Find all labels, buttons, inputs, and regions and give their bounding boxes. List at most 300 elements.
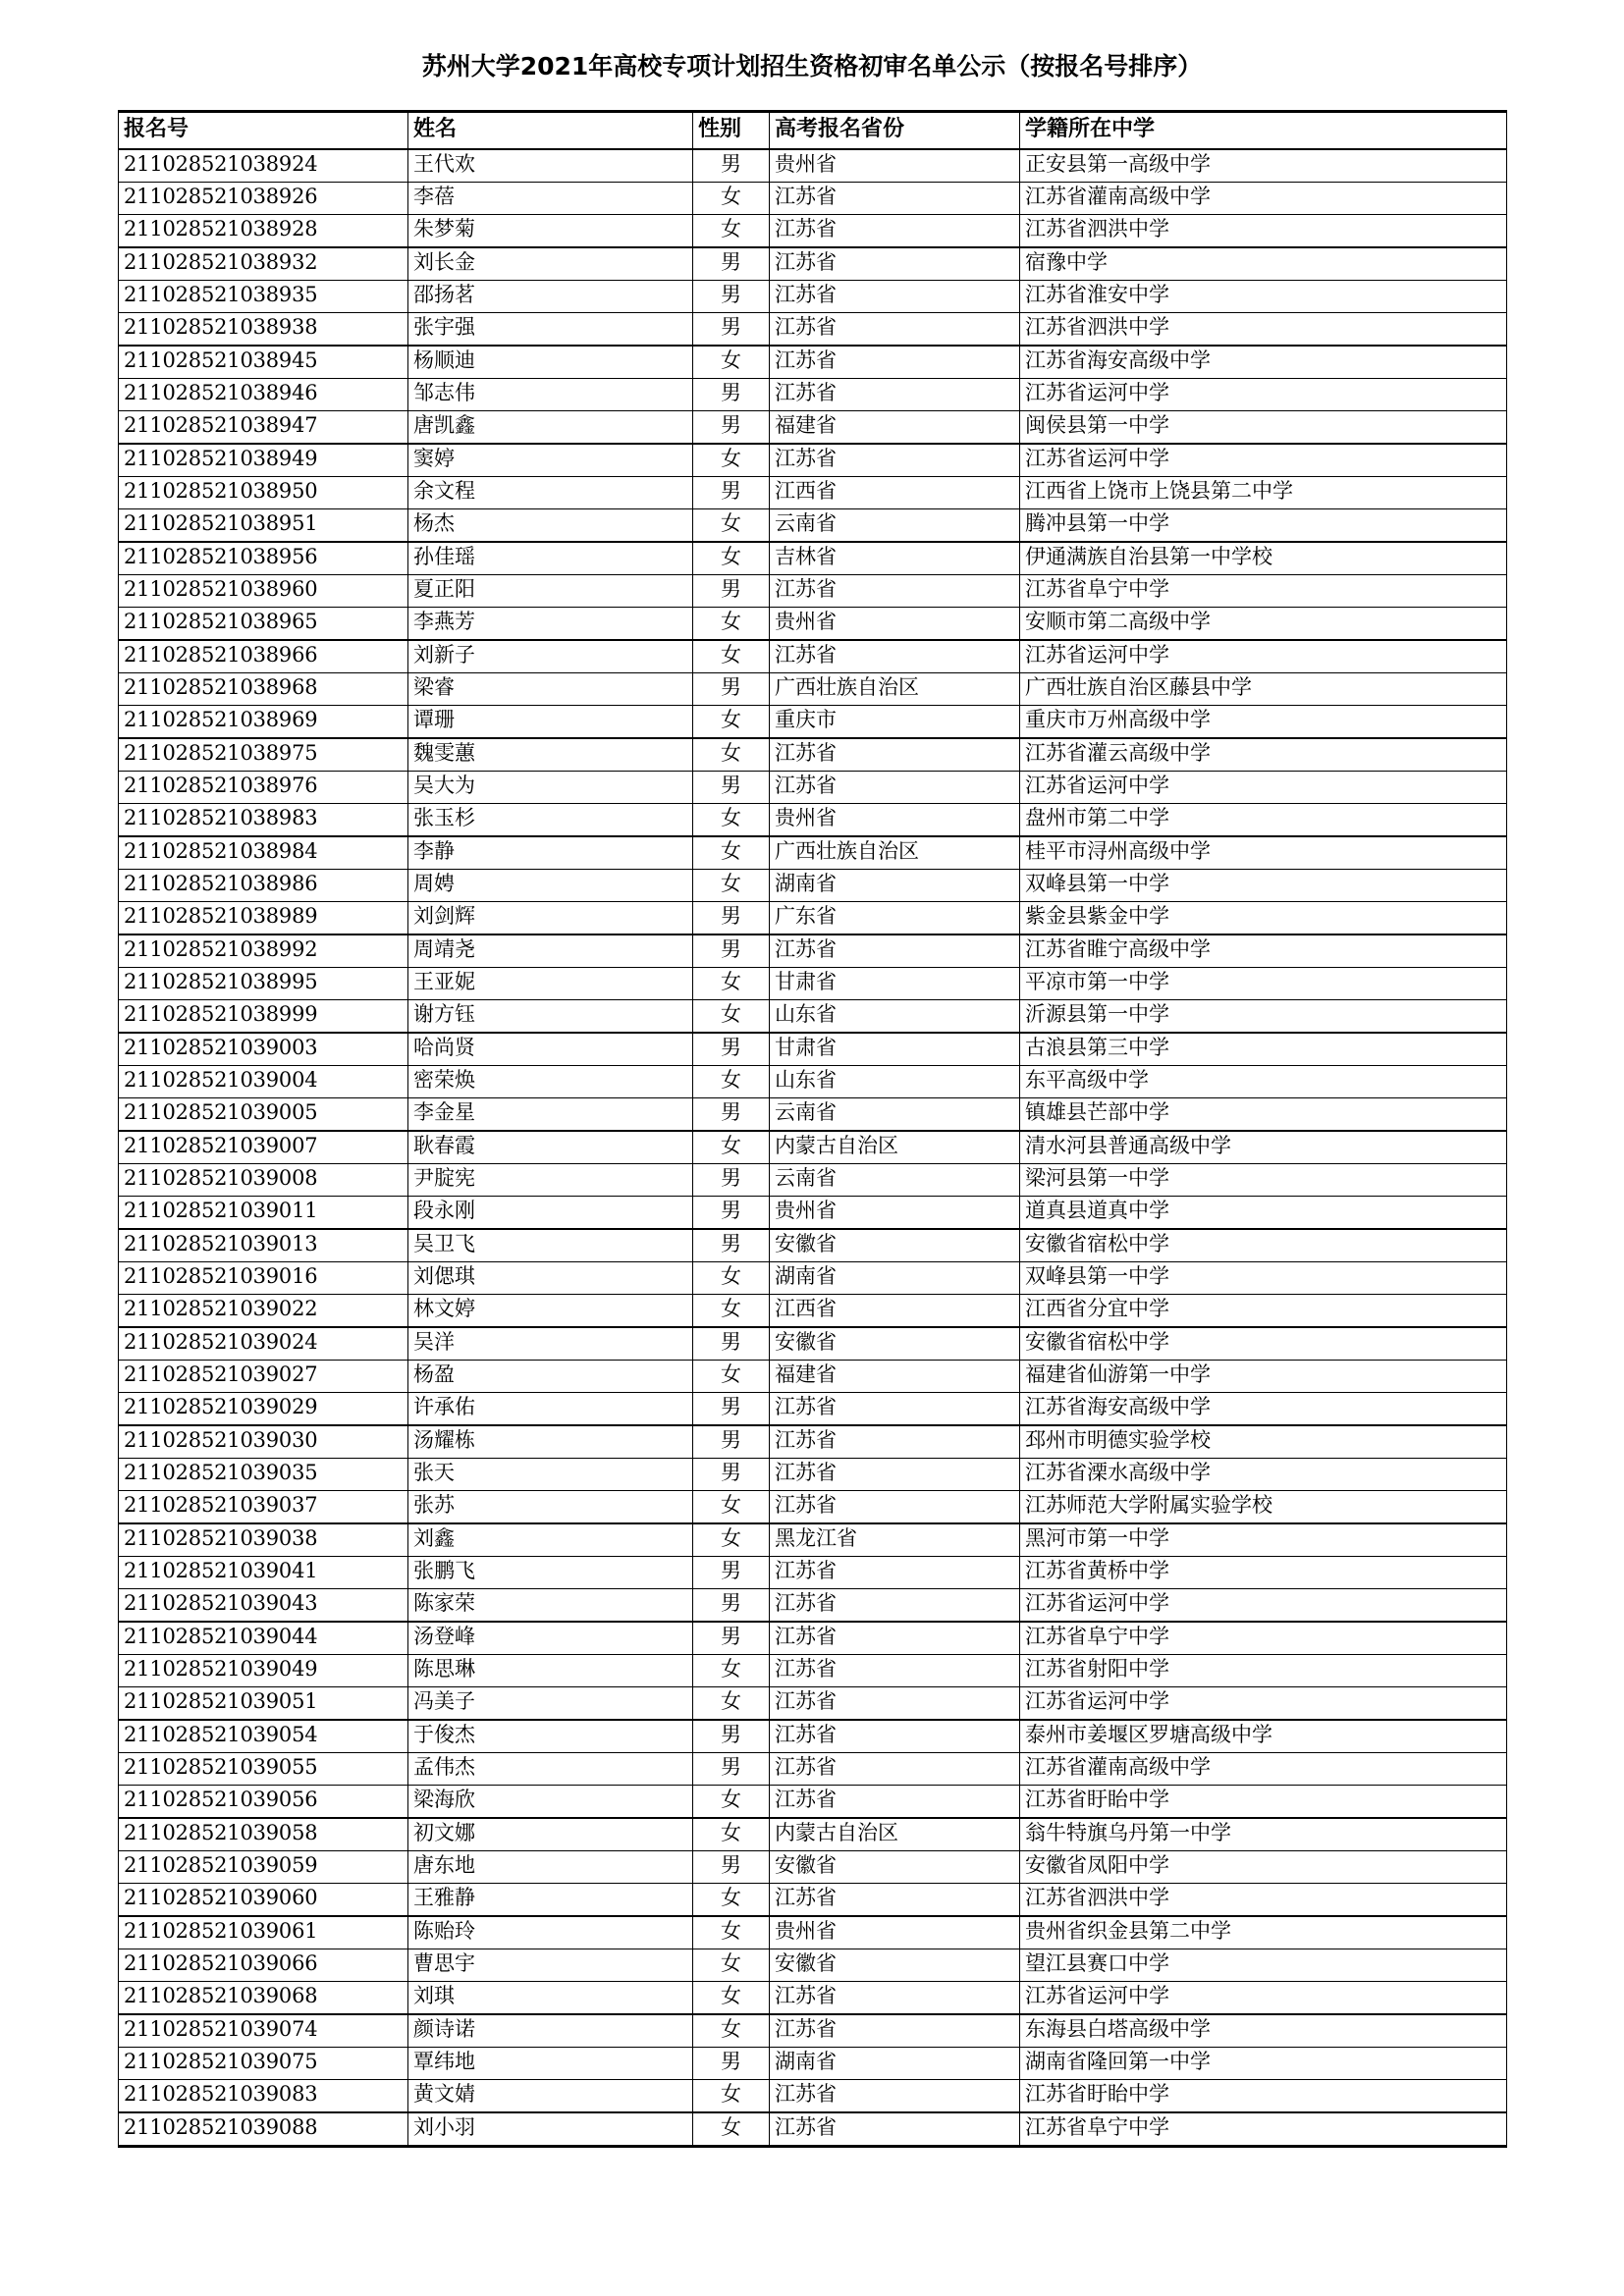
cell-province: 云南省: [770, 1163, 1020, 1196]
cell-gender: 男: [693, 1425, 770, 1459]
cell-province: 广西壮族自治区: [770, 836, 1020, 870]
cell-gender: 女: [693, 1294, 770, 1327]
cell-name: 张鹏飞: [408, 1556, 693, 1588]
cell-province: 内蒙古自治区: [770, 1818, 1020, 1851]
cell-province: 贵州省: [770, 1196, 1020, 1229]
table-row: [119, 1327, 1507, 1361]
cell-province: 福建省: [770, 410, 1020, 444]
cell-name: 朱梦菊: [408, 214, 693, 247]
cell-school: 江苏省淮安中学: [1020, 280, 1507, 312]
cell-gender: 女: [693, 607, 770, 640]
cell-gender: 女: [693, 1883, 770, 1916]
table-row: [119, 640, 1507, 673]
cell-gender: 男: [693, 1097, 770, 1131]
cell-province: 江苏省: [770, 346, 1020, 379]
cell-registration-number: 211028521038947: [119, 410, 408, 444]
cell-registration-number: 211028521038960: [119, 574, 408, 607]
cell-registration-number: 211028521038976: [119, 771, 408, 803]
table-row: [119, 1654, 1507, 1686]
cell-school: 安徽省凤阳中学: [1020, 1850, 1507, 1883]
cell-gender: 女: [693, 836, 770, 870]
cell-registration-number: 211028521039024: [119, 1327, 408, 1361]
cell-school: 江苏省运河中学: [1020, 1588, 1507, 1622]
cell-gender: 男: [693, 1229, 770, 1262]
table-row: [119, 1097, 1507, 1131]
cell-name: 王亚妮: [408, 967, 693, 999]
cell-registration-number: 211028521039003: [119, 1033, 408, 1066]
cell-province: 福建省: [770, 1360, 1020, 1392]
cell-name: 周娉: [408, 869, 693, 901]
cell-name: 刘剑辉: [408, 901, 693, 934]
cell-registration-number: 211028521038946: [119, 378, 408, 410]
cell-registration-number: 211028521038935: [119, 280, 408, 312]
cell-province: 江苏省: [770, 280, 1020, 312]
cell-gender: 女: [693, 640, 770, 673]
cell-registration-number: 211028521039035: [119, 1458, 408, 1490]
cell-province: 江苏省: [770, 1785, 1020, 1818]
cell-province: 江苏省: [770, 2014, 1020, 2048]
cell-gender: 男: [693, 1033, 770, 1066]
cell-province: 江苏省: [770, 1686, 1020, 1720]
cell-province: 江苏省: [770, 247, 1020, 281]
table-row: [119, 1785, 1507, 1818]
cell-school: 腾冲县第一中学: [1020, 508, 1507, 542]
cell-name: 魏雯蕙: [408, 738, 693, 772]
cell-province: 湖南省: [770, 1261, 1020, 1294]
table-row: [119, 1490, 1507, 1523]
cell-province: 江苏省: [770, 1622, 1020, 1655]
cell-registration-number: 211028521038924: [119, 149, 408, 183]
cell-gender: 男: [693, 1850, 770, 1883]
cell-school: 江苏师范大学附属实验学校: [1020, 1490, 1507, 1523]
cell-registration-number: 211028521038992: [119, 934, 408, 968]
table-row: [119, 934, 1507, 968]
table-row: [119, 1850, 1507, 1883]
cell-province: 江苏省: [770, 2112, 1020, 2147]
cell-province: 江苏省: [770, 1752, 1020, 1785]
cell-school: 江苏省射阳中学: [1020, 1654, 1507, 1686]
roster-table-container: [0, 110, 1624, 2148]
cell-registration-number: 211028521039051: [119, 1686, 408, 1720]
cell-gender: 女: [693, 1065, 770, 1097]
cell-name: 余文程: [408, 476, 693, 508]
column-header-name: 姓名: [408, 111, 693, 149]
cell-registration-number: 211028521039088: [119, 2112, 408, 2147]
cell-registration-number: 211028521038950: [119, 476, 408, 508]
cell-gender: 女: [693, 214, 770, 247]
cell-name: 汤耀栋: [408, 1425, 693, 1459]
cell-province: 江西省: [770, 476, 1020, 508]
table-row: [119, 1261, 1507, 1294]
cell-school: 江苏省泗洪中学: [1020, 214, 1507, 247]
cell-registration-number: 211028521039061: [119, 1916, 408, 1949]
cell-province: 湖南省: [770, 869, 1020, 901]
cell-registration-number: 211028521038928: [119, 214, 408, 247]
table-row: [119, 444, 1507, 477]
cell-name: 张宇强: [408, 312, 693, 346]
cell-province: 贵州省: [770, 149, 1020, 183]
cell-province: 江苏省: [770, 1883, 1020, 1916]
cell-registration-number: 211028521039013: [119, 1229, 408, 1262]
table-row: [119, 869, 1507, 901]
cell-province: 广西壮族自治区: [770, 672, 1020, 705]
cell-school: 道真县道真中学: [1020, 1196, 1507, 1229]
cell-name: 尹腚宪: [408, 1163, 693, 1196]
cell-name: 李蓓: [408, 182, 693, 214]
cell-province: 江苏省: [770, 1425, 1020, 1459]
cell-province: 广东省: [770, 901, 1020, 934]
cell-province: 江苏省: [770, 182, 1020, 214]
table-row: [119, 836, 1507, 870]
cell-gender: 女: [693, 508, 770, 542]
table-row: [119, 1229, 1507, 1262]
cell-name: 谢方钰: [408, 999, 693, 1033]
cell-gender: 女: [693, 2014, 770, 2048]
table-row: [119, 214, 1507, 247]
cell-gender: 男: [693, 1163, 770, 1196]
cell-name: 颜诗诺: [408, 2014, 693, 2048]
cell-school: 江苏省海安高级中学: [1020, 1392, 1507, 1425]
cell-name: 陈家荣: [408, 1588, 693, 1622]
cell-school: 江苏省海安高级中学: [1020, 346, 1507, 379]
cell-gender: 男: [693, 476, 770, 508]
cell-registration-number: 211028521038945: [119, 346, 408, 379]
cell-province: 湖南省: [770, 2047, 1020, 2079]
table-row: [119, 1458, 1507, 1490]
cell-name: 陈思琳: [408, 1654, 693, 1686]
cell-school: 安徽省宿松中学: [1020, 1229, 1507, 1262]
cell-gender: 女: [693, 444, 770, 477]
cell-school: 江苏省运河中学: [1020, 771, 1507, 803]
cell-registration-number: 211028521039068: [119, 1981, 408, 2014]
table-header: [119, 111, 1507, 149]
cell-school: 古浪县第三中学: [1020, 1033, 1507, 1066]
cell-gender: 女: [693, 1490, 770, 1523]
cell-province: 江苏省: [770, 1556, 1020, 1588]
cell-gender: 男: [693, 574, 770, 607]
table-row: [119, 1131, 1507, 1164]
cell-school: 江苏省泗洪中学: [1020, 1883, 1507, 1916]
table-row: [119, 1818, 1507, 1851]
cell-gender: 女: [693, 803, 770, 836]
cell-registration-number: 211028521038986: [119, 869, 408, 901]
cell-province: 江苏省: [770, 1720, 1020, 1753]
cell-gender: 男: [693, 149, 770, 183]
table-row: [119, 672, 1507, 705]
table-row: [119, 1883, 1507, 1916]
cell-gender: 男: [693, 280, 770, 312]
table-row: [119, 2014, 1507, 2048]
cell-gender: 女: [693, 1949, 770, 1981]
page-title: 苏州大学2021年高校专项计划招生资格初审名单公示（按报名号排序）: [421, 52, 1203, 80]
cell-school: 双峰县第一中学: [1020, 1261, 1507, 1294]
cell-name: 汤登峰: [408, 1622, 693, 1655]
cell-registration-number: 211028521039043: [119, 1588, 408, 1622]
column-header-gender: 性别: [693, 111, 770, 149]
cell-registration-number: 211028521039083: [119, 2079, 408, 2112]
cell-name: 唐凯鑫: [408, 410, 693, 444]
cell-province: 贵州省: [770, 1916, 1020, 1949]
table-row: [119, 1720, 1507, 1753]
cell-name: 冯美子: [408, 1686, 693, 1720]
cell-school: 江苏省灌云高级中学: [1020, 738, 1507, 772]
cell-name: 吴卫飞: [408, 1229, 693, 1262]
cell-registration-number: 211028521039055: [119, 1752, 408, 1785]
table-row: [119, 1392, 1507, 1425]
cell-name: 许承佑: [408, 1392, 693, 1425]
cell-province: 江苏省: [770, 312, 1020, 346]
cell-name: 李燕芳: [408, 607, 693, 640]
cell-registration-number: 211028521038926: [119, 182, 408, 214]
cell-registration-number: 211028521038938: [119, 312, 408, 346]
cell-province: 甘肃省: [770, 967, 1020, 999]
cell-name: 曹思宇: [408, 1949, 693, 1981]
cell-school: 江苏省灌南高级中学: [1020, 1752, 1507, 1785]
cell-name: 黄文婧: [408, 2079, 693, 2112]
cell-school: 江苏省黄桥中学: [1020, 1556, 1507, 1588]
cell-name: 刘鑫: [408, 1523, 693, 1557]
cell-province: 云南省: [770, 1097, 1020, 1131]
table-row: [119, 1949, 1507, 1981]
cell-name: 初文娜: [408, 1818, 693, 1851]
cell-gender: 男: [693, 771, 770, 803]
cell-name: 唐东地: [408, 1850, 693, 1883]
cell-school: 安顺市第二高级中学: [1020, 607, 1507, 640]
cell-province: 江苏省: [770, 771, 1020, 803]
column-header-school: 学籍所在中学: [1020, 111, 1507, 149]
cell-school: 翁牛特旗乌丹第一中学: [1020, 1818, 1507, 1851]
cell-name: 吴大为: [408, 771, 693, 803]
cell-gender: 女: [693, 869, 770, 901]
cell-registration-number: 211028521038975: [119, 738, 408, 772]
roster-table: [118, 110, 1507, 2148]
cell-school: 江苏省阜宁中学: [1020, 2112, 1507, 2147]
cell-gender: 男: [693, 1556, 770, 1588]
cell-gender: 女: [693, 738, 770, 772]
cell-registration-number: 211028521039004: [119, 1065, 408, 1097]
cell-registration-number: 211028521038984: [119, 836, 408, 870]
table-row: [119, 1686, 1507, 1720]
cell-registration-number: 211028521039066: [119, 1949, 408, 1981]
table-row: [119, 1033, 1507, 1066]
cell-school: 江西省分宜中学: [1020, 1294, 1507, 1327]
cell-registration-number: 211028521039030: [119, 1425, 408, 1459]
column-header-registration-number: 报名号: [119, 111, 408, 149]
cell-name: 陈贻玲: [408, 1916, 693, 1949]
cell-name: 林文婷: [408, 1294, 693, 1327]
table-row: [119, 280, 1507, 312]
cell-province: 江苏省: [770, 640, 1020, 673]
cell-registration-number: 211028521038949: [119, 444, 408, 477]
cell-school: 东平高级中学: [1020, 1065, 1507, 1097]
cell-registration-number: 211028521039011: [119, 1196, 408, 1229]
cell-school: 桂平市浔州高级中学: [1020, 836, 1507, 870]
cell-registration-number: 211028521038968: [119, 672, 408, 705]
cell-name: 吴洋: [408, 1327, 693, 1361]
cell-province: 江苏省: [770, 574, 1020, 607]
cell-school: 江苏省灌南高级中学: [1020, 182, 1507, 214]
cell-school: 伊通满族自治县第一中学校: [1020, 542, 1507, 575]
cell-registration-number: 211028521039054: [119, 1720, 408, 1753]
cell-registration-number: 211028521038989: [119, 901, 408, 934]
cell-gender: 男: [693, 1622, 770, 1655]
cell-school: 江苏省运河中学: [1020, 640, 1507, 673]
cell-registration-number: 211028521039038: [119, 1523, 408, 1557]
table-row: [119, 378, 1507, 410]
cell-registration-number: 211028521039027: [119, 1360, 408, 1392]
cell-gender: 女: [693, 182, 770, 214]
table-row: [119, 1360, 1507, 1392]
cell-registration-number: 211028521038999: [119, 999, 408, 1033]
cell-school: 江苏省运河中学: [1020, 1686, 1507, 1720]
cell-school: 邳州市明德实验学校: [1020, 1425, 1507, 1459]
cell-name: 刘琪: [408, 1981, 693, 2014]
cell-registration-number: 211028521039044: [119, 1622, 408, 1655]
cell-registration-number: 211028521039060: [119, 1883, 408, 1916]
table-row: [119, 2047, 1507, 2079]
cell-registration-number: 211028521039029: [119, 1392, 408, 1425]
cell-name: 张玉杉: [408, 803, 693, 836]
cell-province: 贵州省: [770, 607, 1020, 640]
table-row: [119, 1556, 1507, 1588]
cell-name: 李静: [408, 836, 693, 870]
cell-name: 耿春霞: [408, 1131, 693, 1164]
cell-registration-number: 211028521039005: [119, 1097, 408, 1131]
table-row: [119, 410, 1507, 444]
cell-school: 江苏省运河中学: [1020, 444, 1507, 477]
cell-school: 江苏省阜宁中学: [1020, 574, 1507, 607]
cell-school: 贵州省织金县第二中学: [1020, 1916, 1507, 1949]
cell-province: 江苏省: [770, 1458, 1020, 1490]
cell-province: 江苏省: [770, 738, 1020, 772]
cell-registration-number: 211028521039016: [119, 1261, 408, 1294]
table-row: [119, 771, 1507, 803]
cell-school: 江西省上饶市上饶县第二中学: [1020, 476, 1507, 508]
cell-province: 江苏省: [770, 934, 1020, 968]
cell-registration-number: 211028521039008: [119, 1163, 408, 1196]
cell-name: 邹志伟: [408, 378, 693, 410]
cell-registration-number: 211028521038995: [119, 967, 408, 999]
table-row: [119, 999, 1507, 1033]
table-row: [119, 247, 1507, 281]
cell-registration-number: 211028521038951: [119, 508, 408, 542]
cell-name: 哈尚贤: [408, 1033, 693, 1066]
cell-school: 清水河县普通高级中学: [1020, 1131, 1507, 1164]
cell-registration-number: 211028521039075: [119, 2047, 408, 2079]
table-row: [119, 149, 1507, 183]
cell-gender: 男: [693, 1720, 770, 1753]
table-row: [119, 1752, 1507, 1785]
cell-registration-number: 211028521038983: [119, 803, 408, 836]
cell-school: 江苏省溧水高级中学: [1020, 1458, 1507, 1490]
table-row: [119, 1163, 1507, 1196]
cell-province: 安徽省: [770, 1949, 1020, 1981]
table-row: [119, 738, 1507, 772]
cell-registration-number: 211028521038965: [119, 607, 408, 640]
cell-name: 张苏: [408, 1490, 693, 1523]
cell-name: 杨盈: [408, 1360, 693, 1392]
cell-name: 梁睿: [408, 672, 693, 705]
cell-school: 湖南省隆回第一中学: [1020, 2047, 1507, 2079]
table-row: [119, 1523, 1507, 1557]
table-row: [119, 803, 1507, 836]
cell-gender: 女: [693, 1131, 770, 1164]
cell-province: 吉林省: [770, 542, 1020, 575]
table-row: [119, 1916, 1507, 1949]
cell-gender: 女: [693, 1654, 770, 1686]
cell-registration-number: 211028521039041: [119, 1556, 408, 1588]
cell-school: 盘州市第二中学: [1020, 803, 1507, 836]
table-row: [119, 542, 1507, 575]
cell-province: 江苏省: [770, 1654, 1020, 1686]
cell-school: 江苏省盱眙中学: [1020, 1785, 1507, 1818]
cell-school: 紫金县紫金中学: [1020, 901, 1507, 934]
cell-school: 广西壮族自治区藤县中学: [1020, 672, 1507, 705]
cell-gender: 男: [693, 247, 770, 281]
cell-school: 黑河市第一中学: [1020, 1523, 1507, 1557]
cell-gender: 女: [693, 2112, 770, 2147]
cell-province: 江苏省: [770, 2079, 1020, 2112]
cell-province: 江苏省: [770, 1490, 1020, 1523]
cell-school: 平凉市第一中学: [1020, 967, 1507, 999]
cell-school: 东海县白塔高级中学: [1020, 2014, 1507, 2048]
cell-province: 甘肃省: [770, 1033, 1020, 1066]
cell-province: 山东省: [770, 999, 1020, 1033]
cell-name: 刘偲琪: [408, 1261, 693, 1294]
cell-name: 密荣焕: [408, 1065, 693, 1097]
table-row: [119, 967, 1507, 999]
cell-name: 于俊杰: [408, 1720, 693, 1753]
cell-name: 周靖尧: [408, 934, 693, 968]
table-row: [119, 901, 1507, 934]
cell-province: 安徽省: [770, 1327, 1020, 1361]
cell-gender: 男: [693, 1196, 770, 1229]
cell-name: 张天: [408, 1458, 693, 1490]
cell-gender: 女: [693, 999, 770, 1033]
cell-name: 覃纬地: [408, 2047, 693, 2079]
cell-gender: 男: [693, 1327, 770, 1361]
cell-school: 沂源县第一中学: [1020, 999, 1507, 1033]
cell-school: 安徽省宿松中学: [1020, 1327, 1507, 1361]
cell-gender: 女: [693, 346, 770, 379]
cell-registration-number: 211028521038932: [119, 247, 408, 281]
table-header-row: [119, 111, 1507, 149]
cell-school: 泰州市姜堰区罗塘高级中学: [1020, 1720, 1507, 1753]
cell-name: 刘新子: [408, 640, 693, 673]
table-row: [119, 607, 1507, 640]
cell-school: 江苏省泗洪中学: [1020, 312, 1507, 346]
cell-name: 孙佳瑶: [408, 542, 693, 575]
cell-name: 谭珊: [408, 705, 693, 738]
cell-gender: 男: [693, 410, 770, 444]
table-row: [119, 705, 1507, 738]
cell-gender: 女: [693, 705, 770, 738]
cell-gender: 女: [693, 1818, 770, 1851]
table-row: [119, 346, 1507, 379]
cell-gender: 男: [693, 1752, 770, 1785]
cell-school: 梁河县第一中学: [1020, 1163, 1507, 1196]
table-row: [119, 1294, 1507, 1327]
cell-school: 闽侯县第一中学: [1020, 410, 1507, 444]
cell-name: 李金星: [408, 1097, 693, 1131]
cell-name: 王代欢: [408, 149, 693, 183]
cell-registration-number: 211028521039022: [119, 1294, 408, 1327]
cell-registration-number: 211028521039074: [119, 2014, 408, 2048]
cell-gender: 男: [693, 1588, 770, 1622]
cell-gender: 女: [693, 967, 770, 999]
cell-school: 江苏省盱眙中学: [1020, 2079, 1507, 2112]
cell-gender: 女: [693, 1261, 770, 1294]
